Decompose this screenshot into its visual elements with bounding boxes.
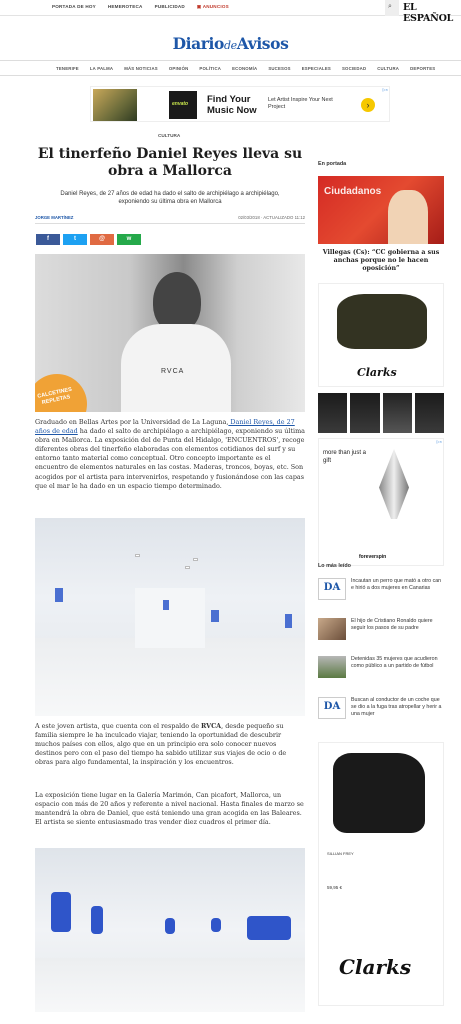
portrait-shirt	[121, 324, 231, 412]
product-price: 59,95 €	[327, 885, 343, 890]
daniel-reyes-link[interactable]: Daniel Reyes, de 27 años de edad	[35, 418, 295, 436]
tshirt-image	[383, 393, 412, 433]
list-item[interactable]	[318, 578, 444, 606]
share-buttons	[36, 234, 141, 245]
ad-text: Let Artist Inspire Your Next Project	[268, 97, 333, 110]
foreverspin-ad[interactable]	[318, 438, 444, 566]
artwork	[55, 588, 63, 602]
whatsapp-share-button[interactable]	[117, 234, 141, 245]
top-links	[52, 4, 229, 10]
artwork	[247, 916, 291, 940]
shirt-logo: RVCA	[161, 368, 185, 375]
facebook-share-button[interactable]	[36, 234, 60, 245]
shoe-image	[337, 294, 427, 349]
foreverspin-logo: foreverspin	[359, 554, 387, 560]
article-subtitle: Daniel Reyes, de 27 años de edad ha dado el salto de archipiélago a archipiélago, exponiendo su última obra en Mallorca	[60, 191, 280, 205]
list-item[interactable]	[318, 618, 444, 646]
artwork	[91, 906, 103, 934]
list-item[interactable]	[318, 697, 444, 725]
list-item-title: El hijo de Cristiano Ronaldo quiere seguir los pasos de su padre	[351, 618, 433, 631]
ad-image	[93, 89, 137, 121]
link-portada-de-hoy[interactable]: PORTADA DE HOY	[52, 4, 96, 9]
ad-title: Find Your Music Now	[207, 94, 257, 116]
clarks-ad-1[interactable]	[318, 283, 444, 387]
email-icon: @	[99, 236, 105, 242]
list-item-title: Buscan al conductor de un coche que se dio a la fuga tras atropellar y herir a una mujer	[351, 697, 442, 717]
search-icon: ⌕	[388, 3, 392, 10]
ceiling-lamp	[185, 566, 190, 569]
tshirt-image	[318, 393, 347, 433]
clarks-logo: Clarks	[357, 366, 397, 379]
article-date: 02/03/2018 · ACTUALIZADO 11:12	[238, 215, 305, 220]
article-author[interactable]: JORGE MARTÍNEZ	[35, 215, 74, 220]
tshirt-ad[interactable]	[318, 393, 444, 433]
nav-item-deportes[interactable]: DEPORTES	[410, 66, 436, 71]
el-espanol-logo[interactable]: EL ESPAÑOL	[403, 2, 454, 24]
nav-item-economia[interactable]: ECONOMÍA	[232, 66, 258, 71]
ceiling-lamp	[135, 554, 140, 557]
product-name: SILLIAN FREY	[327, 851, 354, 856]
list-item-title: Incautan un perro que mató a otro can e hirió a dos mujeres en Canarias	[351, 578, 442, 591]
nav-item-especiales[interactable]: ESPECIALES	[301, 66, 331, 71]
article-paragraph-3: La exposición tiene lugar en la Galería Marimón, Can picafort, Mallorca, un espacio con más de 20 años y referente a nivel nacional. Hasta finales de marzo se mantendrá la obra de Daniel, que está teniendo una gran acogida en las Baleares. El artista se siente entusiasmado tras vender diez cuadros el primer día.	[35, 791, 304, 827]
mas-leido-label: Lo más leído	[318, 563, 351, 569]
artwork	[163, 600, 169, 610]
rvca-bold: RVCA	[201, 722, 222, 730]
nav-item-cultura[interactable]: CULTURA	[377, 66, 400, 71]
portada-person	[388, 190, 428, 244]
paragraph-1-end: ha dado el salto de archipiélago a archipiélago, exponiendo su última obra en Mallorca. La exposición del de Punta del Hidalgo, 'ENCUENTROS', recoge diferentes obras del tinerfeño elaboradas con elementos cotidianos del surf y su entorno tanto material como conceptual. Otro concepto importante es el encuentro de elementos naturales en las costas. Maderas, troncos, boyas, etc. Son acogidos por el artista para intervenirlos, respetando y fusionándose con las capas que el mar le ha dado en un espacio tiempo determinado.	[35, 427, 305, 490]
list-item[interactable]	[318, 656, 444, 684]
nav-item-opinion[interactable]: OPINIÓN	[168, 66, 189, 71]
ad-logo	[169, 91, 197, 119]
spinning-top-image	[379, 449, 409, 519]
link-anuncios-label: ANUNCIOS	[202, 4, 229, 9]
artwork	[211, 610, 219, 622]
ceiling-lamp	[193, 558, 198, 561]
boot-image	[333, 753, 425, 833]
article-photo-portrait	[35, 254, 305, 412]
foreverspin-text: more than just a gift	[323, 450, 367, 464]
link-anuncios[interactable]: ▣ ANUNCIOS	[196, 4, 229, 9]
portada-title[interactable]: Villegas (Cs): “CC gobierna a sus anchas porque no le hacen oposición”	[322, 249, 440, 272]
ad-logo-text: envato	[172, 101, 189, 107]
nav-item-la-palma[interactable]: LA PALMA	[89, 66, 114, 71]
ronaldo-thumb	[318, 618, 346, 640]
paragraph-1-start: Graduado en Bellas Artes por la Universidad de La Laguna,	[35, 418, 229, 426]
email-share-button[interactable]	[90, 234, 114, 245]
twitter-icon: t	[74, 236, 76, 242]
artwork	[165, 918, 175, 934]
clarks-logo: Clarks	[339, 955, 412, 979]
logo-part-1: Diario	[172, 34, 224, 53]
paragraph-2-end: , desde pequeño su familia siempre le ha inculcado viajar, teniendo la oportunidad de descubrir muchos países con ellos, algo que en un principio era solo conocer nuevos destinos pero con el paso del tiempo ha sabido utilizar sus viajes de ocio o de obras para algo fundamental, la inspiración y los encuentros.	[35, 722, 287, 767]
logo-part-2: de	[223, 39, 237, 52]
stadium-thumb	[318, 656, 346, 678]
section-label[interactable]: CULTURA	[158, 133, 181, 138]
tshirt-image	[350, 393, 379, 433]
paragraph-2-start: A este joven artista, que cuenta con el respaldo de	[35, 722, 202, 730]
da-logo-thumb: DA	[318, 697, 346, 719]
whatsapp-icon: w	[126, 236, 132, 242]
portada-photo-text: Ciudadanos	[324, 186, 382, 197]
da-logo-thumb: DA	[318, 578, 346, 600]
portada-photo[interactable]	[318, 176, 444, 244]
article-paragraph-1	[35, 418, 305, 491]
ad-go-button[interactable]: ›	[361, 98, 375, 112]
article-headline: El tinerfeño Daniel Reyes lleva su obra a Mallorca	[37, 146, 303, 179]
logo-part-3: Avisos	[236, 34, 289, 53]
adchoices-icon[interactable]: ▷×	[436, 439, 442, 444]
clarks-ad-2[interactable]	[318, 742, 444, 1006]
article-paragraph-2	[35, 722, 305, 767]
twitter-share-button[interactable]	[63, 234, 87, 245]
nav-item-sociedad[interactable]: SOCIEDAD	[341, 66, 367, 71]
gallery-back-room	[135, 588, 205, 648]
facebook-icon: f	[47, 236, 49, 242]
artwork	[285, 614, 292, 628]
article-photo-gallery-2	[35, 848, 305, 1012]
article-meta	[35, 215, 305, 224]
artwork	[211, 918, 221, 932]
list-item-title: Detenidas 35 mujeres que acudieron como público a un partido de fútbol	[351, 656, 438, 669]
search-button[interactable]	[385, 0, 399, 16]
artwork	[51, 892, 71, 932]
top-ad-banner[interactable]	[90, 86, 390, 122]
portrait-head	[153, 272, 201, 332]
nav-item-mas-noticias[interactable]: MÁS NOTICIAS	[124, 66, 158, 71]
main-nav	[0, 60, 461, 76]
adchoices-icon[interactable]: ▷×	[382, 87, 388, 92]
link-hemeroteca[interactable]: HEMEROTECA	[107, 4, 143, 9]
gallery-floor	[35, 638, 305, 716]
article-photo-gallery-1	[35, 518, 305, 716]
top-bar	[0, 0, 461, 24]
tshirt-image	[415, 393, 444, 433]
link-publicidad[interactable]: PUBLICIDAD	[154, 4, 185, 9]
nav-item-sucesos[interactable]: SUCESOS	[268, 66, 291, 71]
nav-item-politica[interactable]: POLÍTICA	[199, 66, 222, 71]
promo-badge[interactable]: CALCETINES REPLETAS	[35, 368, 93, 412]
en-portada-label: En portada	[318, 161, 347, 167]
gallery-floor	[35, 958, 305, 1012]
site-logo[interactable]	[0, 34, 461, 53]
nav-item-tenerife[interactable]: TENERIFE	[56, 66, 79, 71]
